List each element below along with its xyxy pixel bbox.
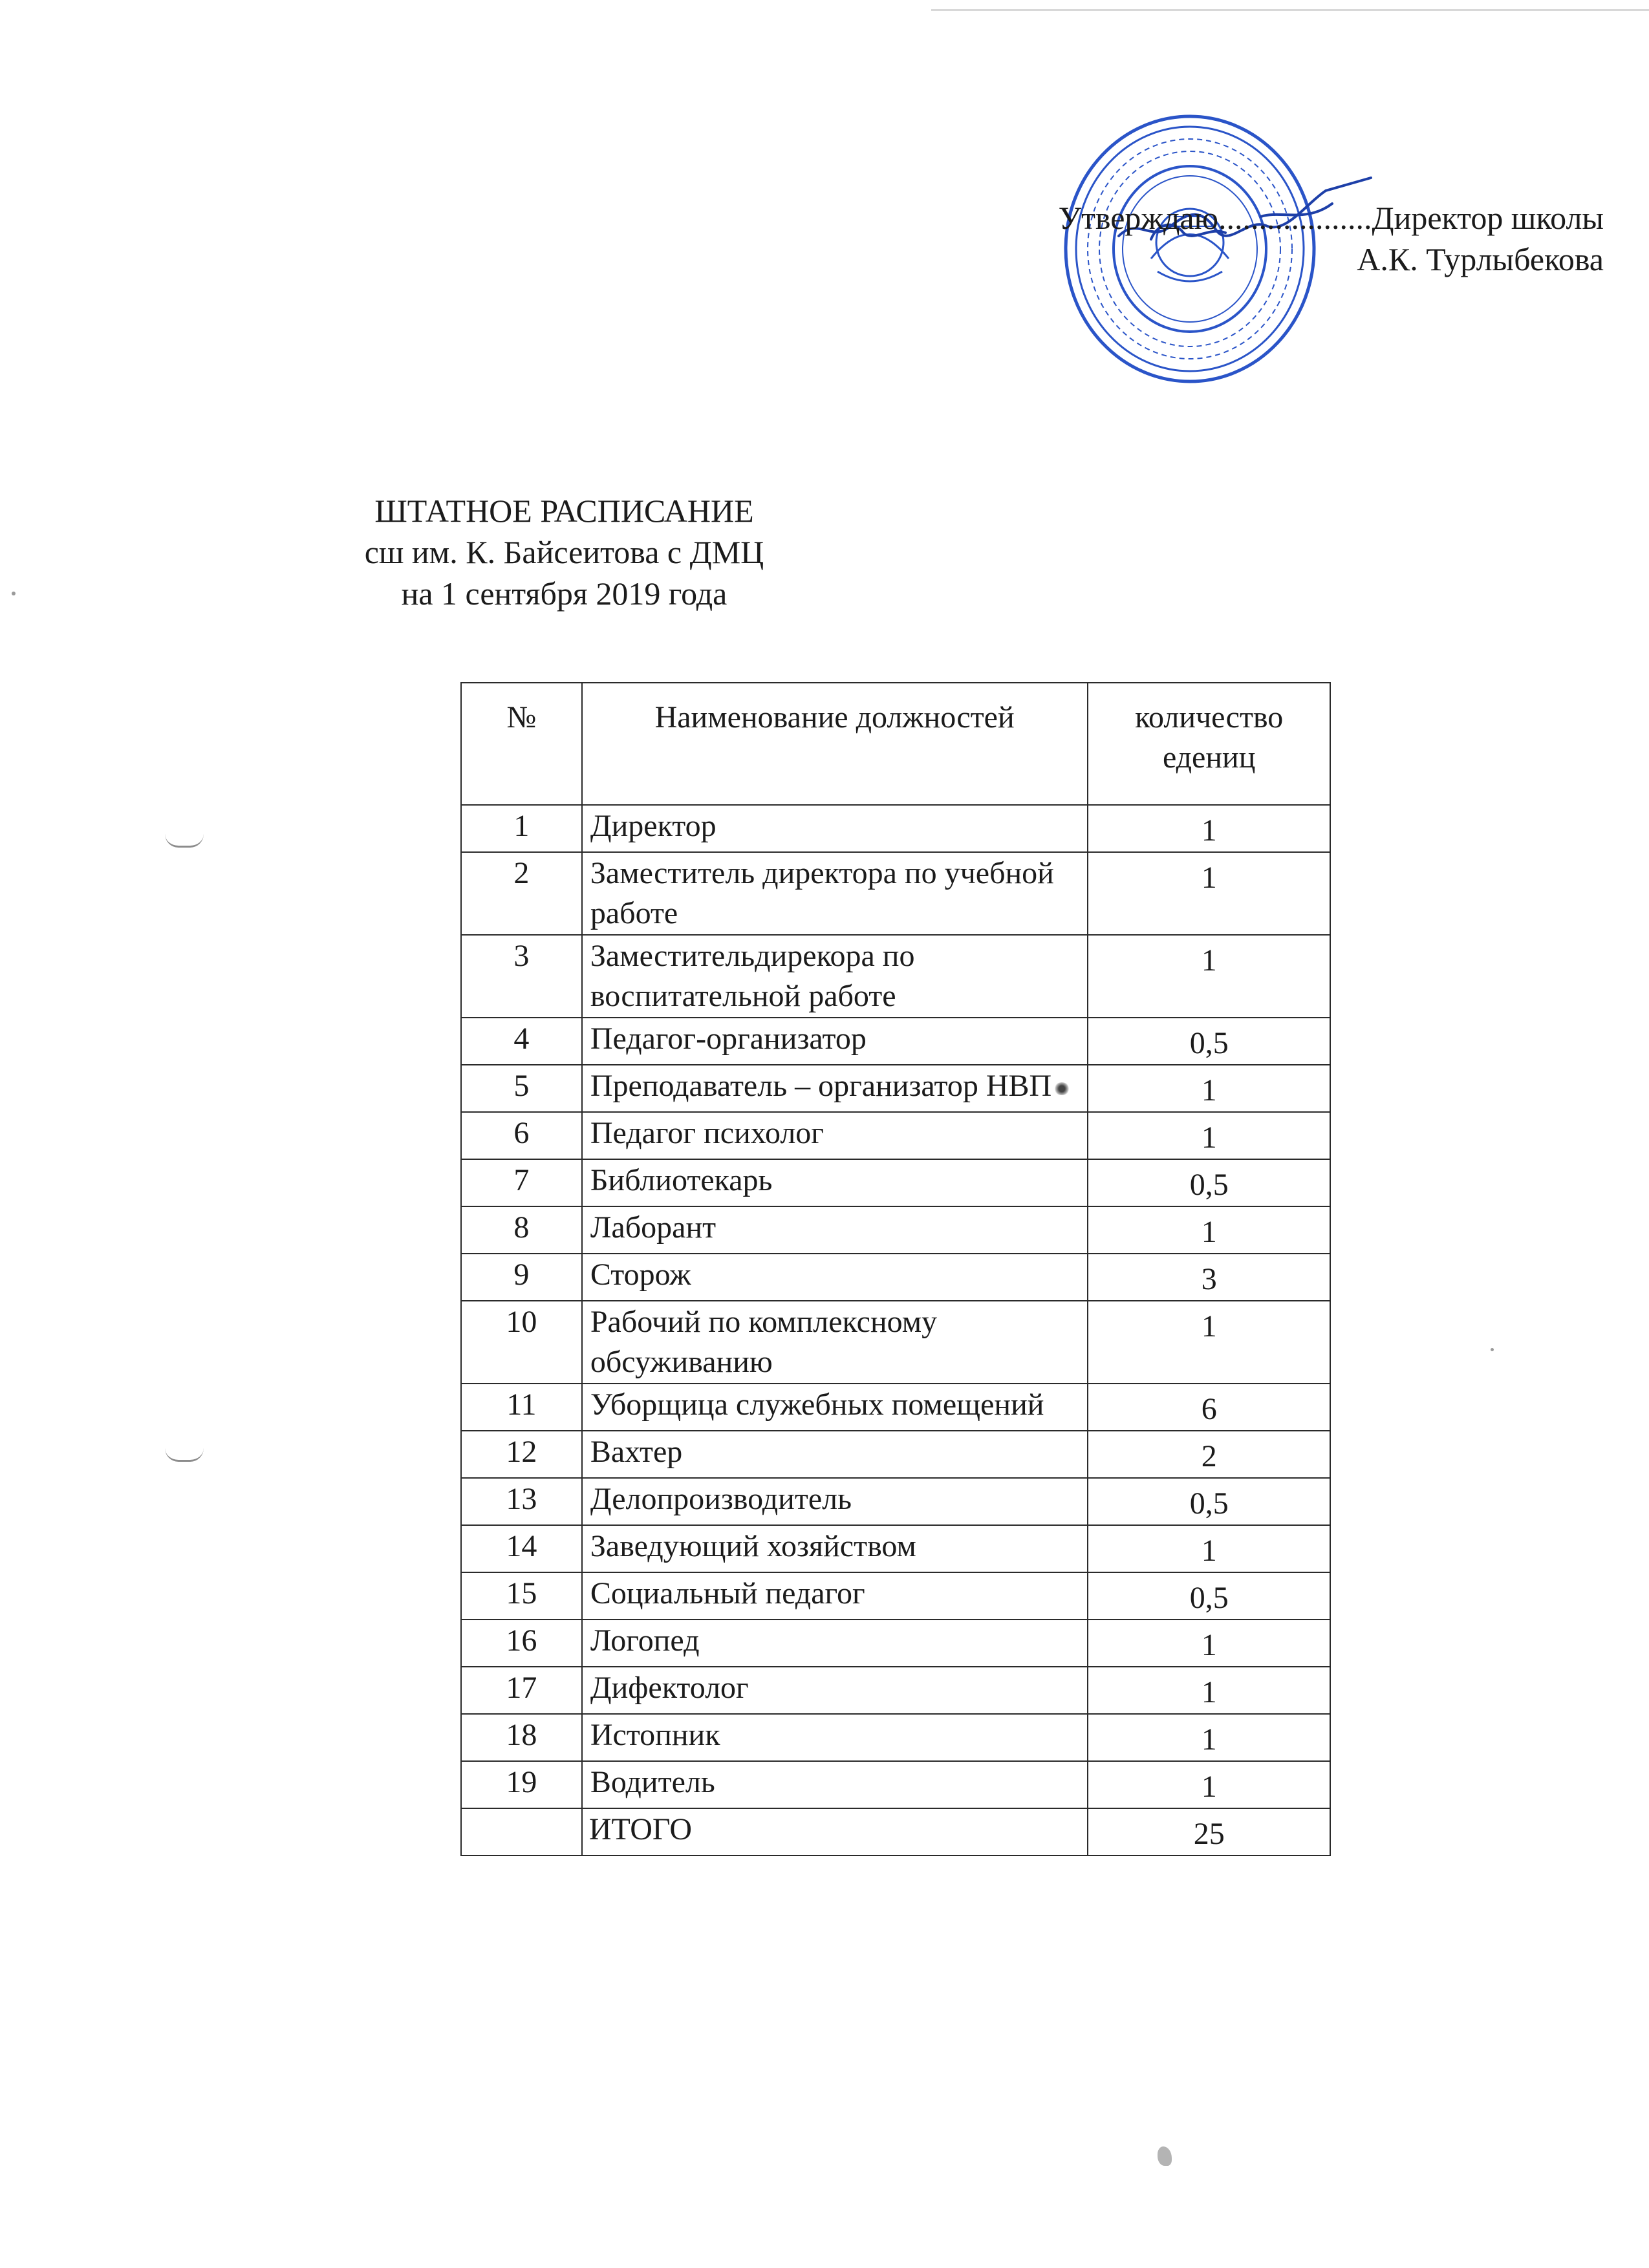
row-quantity: 1 [1088, 1761, 1330, 1808]
approval-block [1059, 197, 1604, 280]
table-row [461, 1018, 1330, 1065]
row-number: 16 [461, 1620, 582, 1667]
scan-speck [1158, 2146, 1172, 2166]
row-number: 9 [461, 1254, 582, 1301]
row-number: 1 [461, 805, 582, 852]
row-position-name: Логопед [582, 1620, 1088, 1667]
row-quantity: 0,5 [1088, 1572, 1330, 1620]
approval-line [1059, 197, 1604, 239]
row-number: 6 [461, 1112, 582, 1159]
table-row [461, 1206, 1330, 1254]
row-position-name: Вахтер [582, 1431, 1088, 1478]
table-body [461, 805, 1330, 1808]
approval-prefix: Утверждаю [1058, 200, 1218, 236]
table-row [461, 1384, 1330, 1431]
margin-mark [165, 1448, 204, 1462]
table-row [461, 1301, 1330, 1384]
table-row [461, 1620, 1330, 1667]
row-position-name: Уборщица служебных помещений [582, 1384, 1088, 1431]
table-row [461, 1667, 1330, 1714]
header-quantity-line2: едениц [1162, 740, 1256, 775]
scan-edge-line [931, 9, 1649, 11]
row-number: 14 [461, 1525, 582, 1572]
row-quantity: 1 [1088, 1206, 1330, 1254]
row-position-name: Социальный педагог [582, 1572, 1088, 1620]
header-quantity-line1: количество [1135, 700, 1284, 734]
table-row [461, 1525, 1330, 1572]
row-quantity: 1 [1088, 1620, 1330, 1667]
row-quantity: 1 [1088, 1112, 1330, 1159]
row-position-name: Заведующий хозяйством [582, 1525, 1088, 1572]
approval-dots: ................... [1218, 200, 1372, 236]
document-heading [0, 490, 1649, 614]
row-number: 15 [461, 1572, 582, 1620]
total-row [461, 1808, 1330, 1856]
staff-schedule-table [460, 682, 1331, 1856]
row-number: 8 [461, 1206, 582, 1254]
row-quantity: 1 [1088, 805, 1330, 852]
table-row [461, 1478, 1330, 1525]
row-number: 3 [461, 935, 582, 1018]
row-position-name: Заместитель директора по учебной работе [582, 852, 1088, 935]
row-number: 13 [461, 1478, 582, 1525]
row-position-name: Дифектолог [582, 1667, 1088, 1714]
table-row [461, 935, 1330, 1018]
row-quantity: 2 [1088, 1431, 1330, 1478]
row-number: 19 [461, 1761, 582, 1808]
table-header-row [461, 683, 1330, 805]
row-number: 11 [461, 1384, 582, 1431]
row-number: 17 [461, 1667, 582, 1714]
table-row [461, 1254, 1330, 1301]
total-quantity: 25 [1088, 1808, 1330, 1856]
header-position-name: Наименование должностей [582, 683, 1088, 805]
table-row [461, 1159, 1330, 1206]
table-row [461, 1431, 1330, 1478]
table-row [461, 1572, 1330, 1620]
row-position-name: Лаборант [582, 1206, 1088, 1254]
row-position-name: Педагог психолог [582, 1112, 1088, 1159]
header-number: № [461, 683, 582, 805]
row-quantity: 0,5 [1088, 1159, 1330, 1206]
document-title: ШТАТНОЕ РАСПИСАНИЕ [374, 493, 754, 529]
table-row [461, 805, 1330, 852]
row-position-name: Водитель [582, 1761, 1088, 1808]
row-position-name: Делопроизводитель [582, 1478, 1088, 1525]
margin-mark [165, 834, 204, 848]
table-row [461, 1761, 1330, 1808]
row-quantity: 0,5 [1088, 1478, 1330, 1525]
ink-smudge [1054, 1082, 1070, 1095]
row-number: 2 [461, 852, 582, 935]
row-number: 18 [461, 1714, 582, 1761]
row-quantity: 1 [1088, 1301, 1330, 1384]
table-row [461, 1065, 1330, 1112]
scan-speck [1491, 1348, 1494, 1351]
approval-position: Директор школы [1372, 200, 1604, 236]
row-quantity: 6 [1088, 1384, 1330, 1431]
row-position-name: Рабочий по комплексному обсуживанию [582, 1301, 1088, 1384]
row-number: 4 [461, 1018, 582, 1065]
row-quantity: 0,5 [1088, 1018, 1330, 1065]
total-label: ИТОГО [588, 1812, 693, 1846]
row-quantity: 1 [1088, 935, 1330, 1018]
row-position-name: Педагог-организатор [582, 1018, 1088, 1065]
row-number: 12 [461, 1431, 582, 1478]
row-position-name: Библиотекарь [582, 1159, 1088, 1206]
row-number: 7 [461, 1159, 582, 1206]
row-quantity: 1 [1088, 1065, 1330, 1112]
school-name: сш им. К. Байсеитова с ДМЦ [364, 534, 764, 570]
header-quantity [1088, 683, 1330, 805]
row-position-name: Истопник [582, 1714, 1088, 1761]
row-quantity: 1 [1088, 852, 1330, 935]
row-position-name: Директор [582, 805, 1088, 852]
row-position-name: Преподаватель – организатор НВП [582, 1065, 1088, 1112]
total-label-cell [582, 1808, 1088, 1856]
row-quantity: 1 [1088, 1714, 1330, 1761]
table-row [461, 1714, 1330, 1761]
row-position-name: Сторож [582, 1254, 1088, 1301]
row-position-name: Заместительдирекора по воспитательной работе [582, 935, 1088, 1018]
director-name: А.К. Турлыбекова [1357, 241, 1604, 277]
table-row [461, 1112, 1330, 1159]
total-number-cell [461, 1808, 582, 1856]
row-quantity: 3 [1088, 1254, 1330, 1301]
row-number: 10 [461, 1301, 582, 1384]
effective-date: на 1 сентября 2019 года [401, 575, 727, 612]
row-quantity: 1 [1088, 1667, 1330, 1714]
row-number: 5 [461, 1065, 582, 1112]
table-row [461, 852, 1330, 935]
row-quantity: 1 [1088, 1525, 1330, 1572]
